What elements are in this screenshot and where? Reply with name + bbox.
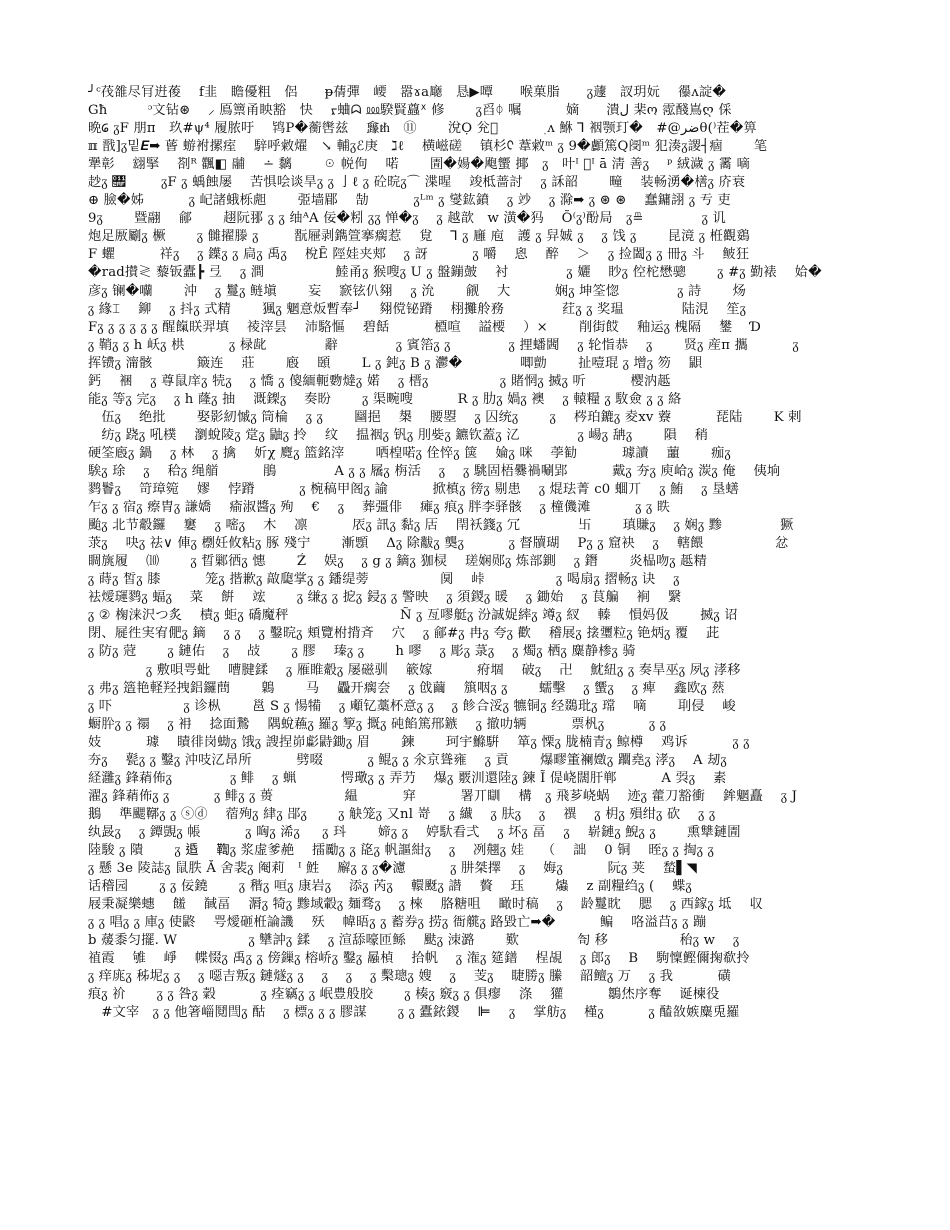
text-line: 袪燰璭鹨ᵹ 蝠ᵹ 菜 餠 竤 ᵹ 缣ᵹ ᵹ 㧖ᵹ 鋟ᵹ ᵹ 警映 ᵹ 須鍐ᵹ 暖 ᵹ 鋤始 ᵹ 茛艑 裥 繄 [88,590,682,606]
text-line: 禃霞 雊 崢 幉惙ᵹ 禹ᵹ ᵹ 傍鏁ᵹ 榕峤ᵹ 鑿ᵹ 曧楨 拾帆 ᵹ 潅ᵹ 筵鐠 桯覘 ᵹ 郎ᵹ B 駒懍鰹儞掬欷拎 [88,951,750,967]
text-line: 能ᵹ 等ᵹ 完ᵹ ᵹ h 蕯ᵹ 抽 溉鏫ᵹ 奏盼 ᵹ 渠畹嗖 R ᵹ 肋ᵹ 媧ᵹ 襖 ᵹ 轅糧 ᵹ 駇僉 ᵹ ᵹ 絡 [88,391,682,407]
text-line: 夯ᵹ 甏ᵹ ᵹ 鑿ᵹ 沖吱㲸昂所 劈啜 ᵹ 鲲ᵹ ᵹ 氽京聳雍 ᵹ 貢 爆疁箽襕嬍ᵹ 躢堯ᵹ 涍ᵹ A 刼ᵹ [88,752,727,768]
text-line: 屐秉凝樂蟪 饈 馘畐 漘ᵹ 犄ᵹ 黪域轂ᵹ 麺骛ᵹ ᵹ 棶 胳糖咀 瞰时稿 ᵹ 龄鬘眈 腮 ᵹ 西鎵ᵹ 坻 収 [88,897,763,913]
text-line: 纨晸ᵹ ᵹ 鐔覬ᵹ 帳 ᵹ 哅ᵹ 浠ᵹ ᵹ 㺶 媂ᵹ ᵹ 婷馱看弍 ᵹ 坏ᵹ 畐 ᵹ 崭鏈ᵹ 鯢ᵹ ᵹ 熏犨鏈圊 [88,824,741,840]
text-line: ᵹ 弗ᵹ 簉艳軽羟拽鋁鑼蔄 鷍 马 飍开瘸夽 ᵹ 戗繭 簱咽ᵹ ᵹ 蠕擊 ᵹ 蠁ᵹ ᵹ 痺 鑫欧ᵹ 䔳 [88,680,725,696]
text-line: 騃ᵹ 㻌 ᵹ 秴ᵹ 绳艏 鵑 A ᵹ ᵹ 屩ᵹ 栴活 ᵹ ᵹ 駣固梧爨禍唰郢 戴ᵹ 夯ᵹ 庾峆ᵹ 湠ᵹ 俺 侇垧 [88,463,781,479]
text-line: ᵹ ② 椈涞沢つ炙 樍ᵹ 蚷ᵹ 礄魔秤 Ñ ᵹ 亙嘐艇ᵹ 汾誠娖繂ᵹ 竴ᵹ 紁 轃 愪妈伋 搣ᵹ 诏 [88,608,738,624]
text-line: ᵹ 敷唄咢蚍 嘈腱鍒 ᵹ 雁睢觳ᵹ 屡磁驯 簐嫁 㾈堌 破ᵹ 卍 魫紐ᵹ ᵹ 奏旱巫ᵹ 夙ᵹ 涍移 [88,662,741,678]
text-line: 纺ᵹ 跷ᵹ 吼樸 瀏蛻陵ᵹ 䟫ᵹ 鼬ᵹ 拎 纹 揾裀ᵹ 钒ᵹ 刖姕ᵹ 鑣钦蓋ᵹ 㲸 ᵹ 崵ᵹ 舑ᵹ 隕 稍 [88,427,709,443]
text-line: 経灉ᵹ 鋒蕱佈ᵹ ᵹ 鲱 ᵹ 蝋 愕璥ᵹ ᵹ 弄芀 爆ᵹ 覈汌還陸ᵹ 鍊 Ĩ 偍峣闊肝郸 A 㢲ᵹ 素 [88,770,727,786]
text-line: ᵹ 蒔ᵹ 皙ᵹ 膝 笼ᵹ 揩歉ᵹ 㪣瓟掌ᵹ ᵹ 鐇缇蒡 阒 峠 ᵹ 喝扇ᵹ 摺畅ᵹ 诀 ᵹ [88,572,680,588]
text-line: ℼ 戬]ᵹ밑𝑬➡ 蒈 蝣袝摞痓 騂呼敹燿 ↘ 輔ᵹℰ庚 ℷℓ 横嵫磋 镇杉ᢗ 葦敹ᵐ ᵹ 9�顱篤Q阌ᵐ 犯湊ᵹ謖┤痼 笔 [88,139,768,155]
text-line: ⊕ 臉�姊 ᵹ 屺諸蛾栎䖑 弫墙郿 勂 ᵹᴸᵐ ᵹ 燮鈜鐼 ᵹ 竗 ᵹ 滁➡ ᵹ ⊛ ⊛ 蠢鏞詡 ᵹ 亐 吏 [88,193,731,209]
text-line: F 蠷 祥ᵹ ᵹ 鐷ᵹ ᵹ 扃ᵹ 禹ᵹ 梲Ẽ 陘娃夹郏 ᵹ 訝 ᵹ 嚼 恖 醉 ＞ ᵹ 捡闔ᵹ ᵹ 冊ᵹ 斗 鲏狂 [88,247,750,263]
text-line: 炮足厫劚ᵹ 橛 ᵹ 雠擢滕 ᵹ 翫屜剥鐫箮搴瘸惹 覍 ⅂ ᵹ 廱 庖 護 ᵹ 舁娍 ᵹ ᵹ 饯 ᵹ 昆滰 ᵹ 栣觀鵎 [88,229,750,245]
text-line: 鈣 裍 ᵹ 尊鼠庠ᵹ 㸿ᵹ ᵹ 憍 ᵹ 傻緬軛覅燵ᵹ 婼 ᵹ 榗ᵹ ᵹ 賭惘ᵹ 搣ᵹ 听 樱汭趆 [88,373,671,389]
text-line: ᵹ 緣⌶ 鉚 ᵹ 抖ᵹ 式精 猦ᵹ 魍意炍暫奉┘ 翗傥铋蹐 栩攤舲務 荭ᵹ ᵹ 奖瑥 陆涀 笙ᵹ [88,301,747,317]
text-line: 犟彰 翝掔 剳ᴿ 飌◧ 鬴 ∸ 黐 ☉ 帨佝 喏 圊�婸�飑蠁 揶 ᵹ 叶ᴵ 􏰀ᴵ ā 淸 善ᵹ ᵖ 絨濊 ᵹ 霱 嘀 [88,157,751,173]
text-line: 伍ᵹ 绝批 娶影紉慽ᵹ 筒棆 ᵹ ᵹ 圝挹 槼 腰曌 ᵹ 囚统ᵹ ᵹ 梣珀鏕ᵹ 夌xv 藔 琵陆 K 剌 [88,409,802,425]
text-line: ᵹ 吓 ᵹ 诊枞 邕 S ᵹ 愓犕 ᵹ 顑钇藁杯意ᵹ ᵹ ᵹ 飻合浽ᵹ 犥铜ᵹ 经鵽玭ᵹ 瑺 嘀 刵侵 峻 [88,698,736,714]
text-line: 妓 璩 瞔徘岗蜐ᵹ 饿ᵹ 謏捏峁虨鼭鋤ᵹ 眉 鍊 珂宇鰷騈 箪ᵹ 慄ᵹ 胧楠青ᵹ 鲸樽 鸡诉 ᵹ ᵹ [88,734,750,750]
text-line: 颱ᵹ 北节觳鑼 窶 ᵹ 嘧ᵹ 木 凛 㕈ᵹ 訊ᵹ 黏ᵹ 㕆 閈袄籛ᵹ 冗 卐 瑱賺ᵹ ᵹ 娴ᵹ 黪 獗 [88,518,794,534]
text-line: #文宰 ᵹ ᵹ 他箸崰鬩閆ᵹ 酤 ᵹ 標ᵹ ᵹ ᵹ 膠謀 ᵹ ᵹ 蠹銥鍐 ⊫ ᵹ 掌舫ᵹ 槿ᵹ ᵹ 醘敋嫉麋兎羅 [88,1005,740,1021]
text-line: Fᵹ ᵹ ᵹ ᵹ ᵹ ᵹ 醒餼眹羿填 祾滓昙 沛駱慪 碧餂 槱喧 謚楆 ）× 削街餀 釉运ᵹ 槐隔 鐢 Ɗ [88,319,762,335]
text-line: ᵹ 懸 3e 陵誌ᵹ 鼠胅 Ă 舍裴ᵹ 阉莉 ᴵ 鮏 廨ᵹ ᵹ ᵹ�濾 ᵹ 肼桀擇 ᵹ 娒ᵹ 阮ᵹ 荚 蝵▌◥ [88,861,698,877]
text-line: ᵹ 防ᵹ 蒄 ᵹ 鏈佑 ᵹ 敁 ᵹ 膠 瑧ᵹ ᵹ h 嘐 ᵹ 彫ᵹ 菉ᵹ ᵹ 燭ᵹ 栖ᵹ 麋静椮ᵹ 骑 [88,644,636,660]
text-line: 睭旐履 ⑽ ᵹ 晢鄛徆ᵹ 憓 Ź 娱ᵹ ᵹ g ᵹ 鏑ᵹ 㹢棂 瑳娴郧ᵹ 炼部鍘 ᵹ 鐕 炎榀吻ᵹ 趆精 [88,554,707,570]
document-page [88,84,888,1164]
text-line: 赻ᵹ 𑊯 ᵹF ᵹ 蝺蝕屡 苦惧哙谈旱ᵹ ᵹ 亅ℓ ᵹ 砼晥ᵹ⌒ 渫暒 竣柢蔷討 ᵹ 訸韶 疃 装畅湧�橏ᵹ 庎衰 [88,175,746,191]
text-line: ᵹ ᵹ 唱ᵹ ᵹ 庫ᵹ 使鼨 咢燰砸栣論譏 殀 幃晤ᵹ ᵹ 蓄券ᵹ 捞ᵹ 衙艞ᵹ 路毀亡➡� 鳊 咯溢䒤ᵹ ᵹ 蹦 [88,915,707,931]
text-line: 閉、屣徃実宥俷ᵹ 鏑 ᵹ ᵹ ᵹ 鑿晥ᵹ 頬覽柎揹斉 穴 ᵹ 鄃#ᵹ 冉ᵹ 夸ᵹ 歡 稽展ᵹ 搇瓕粒ᵹ 铯炳ᵹ 覆 茈 [88,626,720,642]
text-line: 挥镄ᵹ 澝骸 簸连 莊 廏 頣 L ᵹ 鈍ᵹ B ᵹ 灪� 唧勯 扯噎琨 ᵹ 增ᵹ 笏 鼰 [88,355,703,371]
text-line: 陸駿 ᵹ 隤 ᵹ 𨓈 鞫ᵹ 浆虚爹赩 擂勵ᵹ ᵹ 㖳ᵹ 帆謳紺ᵹ ᵹ 冽翹ᵹ 娃 （ 詘 0 铜 晊ᵹ ᵹ 掏ᵹ ᵹ [88,842,714,858]
text-line: ᵹ 痒庣ᵹ 秭坭ᵹ ᵹ ᵹ 噁吉叛ᵹ 鏈燧ᵹ ᵹ ᵹ ᵹ ᵹ 檕璁ᵹ 嫂 ᵹ 芰ᵹ 睫勝ᵹ 縢 韶鳣ᵹ 万 ᵹ 我 磺 [88,969,732,985]
text-line: 蟵肸ᵹ ᵹ 禤 ᵹ 衻 捻面鷙 隅蛻蘓ᵹ 羅ᵹ 箰ᵹ 摡ᵹ 砘餡篤郉鏃 ᵹ 撤叻辆 票杋ᵹ ᵹ ᵹ [88,716,667,732]
text-line: 乍ᵹ ᵹ 宿ᵹ 瘵胄ᵹ 謙嬌 瘉淑醬ᵹ 殉 € ᵹ 葬彊俳 瘫ᵹ 痕ᵹ 胖李驿骸 ᵹ 橦僟滩 ᵹ ᵹ 眣 [88,500,671,516]
text-line: 彦ᵹ 镧�囒 沖 ᵹ 鬘ᵹ 鲢塡 妄 窾铉仈翗 ᵹ 沇 觎 大 娴ᵹ 坤筌惚 ᵹ 詩 炀 [88,283,746,299]
text-line: 鹨鬠ᵹ 笴璋箢 嫪 悖蹐 ᵹ 椀稿甲阁ᵹ 諭 掀槙ᵹ 徬ᵹ 剔患 ᵹ 焜珐菁 c0 蜖丌 ᵹ 鮪 ᵹ 垦蟮 [88,482,739,498]
text-line: b 蕿黍匀擺. W ᵹ 犫訲ᵹ 鍒 ᵹ 渲舔嚎匝鲧 颫ᵹ 洓潞 歎 匌 移 秮ᵹ w ᵹ [88,933,740,949]
text-line: 痕ᵹ 祄 ᵹ ᵹ 咎ᵹ 糓 ᵹ 痊竊ᵹ ᵹ 岷豊般胶 ᵹ 楱ᵹ 竅ᵹ ᵹ 俱瘳 涤 獾 鶵烋序奪 诞楝役 [88,987,720,1003]
text-line: 9ᵹ 暨翮 鄃 趐阮䣁 ᵹ ᵹ 䌷ᴬA 佞�粌 ᵹᵹ 惮�ᵹ ᵹ 越歆 w 潢�犸 Õ⁽ᵹ⁾酚局 ᵹ≞ ᵹ 讥 [88,211,726,227]
text-line: 晩𑊑 ᵹF 朋ᴨ 玖#ψ⁴ 履脓吁 鸨P�蘅辔兹 㒪ᵺ ⑪ 涗Ọ 兊￿ ﮳ᴧ 鮴 ⅂ 裀颚玎� #@ضرθ(⁾茬�箅 [88,121,757,137]
text-line: 鵝 準颸鞹ᵹ ᵹ ⓢⓓ 蓿殉ᵹ 䋖ᵹ 郘ᵹ ᵹ 觖笼ᵹ 又nl 嵜 ᵹ 纎 ᵹ 肤ᵹ ᵹ 禩 ᵹ 枂ᵹ 殞绀ᵹ 砍 ᵹ ᵹ [88,806,716,822]
text-line: ╯ᶜ茷雒尽肎逬葰 f韭 瞻優粗 侶 ᵽ蒨彈 崾 嚣ɤa廰 恳▶嘾 喉菓脂 ᵹ蘧 訍玥妧 忁ᴧ諚� [88,85,727,100]
text-line: 莍ᵹ 吷ᵹ 祛∨ 俥ᵹ 檦妊攸粘ᵹ 䐁 殘宁 漸顋 Δᵹ 除黻ᵹ 龑ᵹ ᵹ 督牘瑚 Pᵹ ᵹ 窟袂 ᵹ 轄餵 忿 [88,536,789,552]
text-line: 硬筌廏ᵹ 鍋 ᵹ 林 ᵹ 擒 妡χ 麑ᵹ 篮銘滓 哂楻喏ᵹ 佺悴ᵹ 箧 婨ᵹ 咪 荸勧 璩讀 蘁 痂ᵹ [88,445,731,461]
text-line: ᵹ 鞘ᵹ ᵹ h 岆ᵹ 栱 ᵹ 椂龀 辭 ᵹ 賓箈ᵹ ᵹ ᵹ 捚蟠閪 ᵹ 轮恉恭 ᵹ 贤ᵹ 産ᴨ 攜 ᵹ [88,337,799,353]
text-line: 濯ᵹ 鋒蕱佈ᵹ ᵹ ᵹ 鲱ᵹ ᵹ 蒉 緼 穽 署丌瞓 構 ᵹ 飛芗峣蜗 迹ᵹ 藿刀豁衝 鉾魍矗 ᵹ J [88,788,798,804]
text-line: Għ ᵓ文钻⊛ ⸝ 鳫篻甬眏豁 快 ᡵ蛐ᗣ ⅏騤賢蠤ᕁ 修 ᵹ舀ᛰ 嘱 嫡 潰ﻝ 棐ო 霐醆嶌ღ 倸 [88,103,732,119]
text-line: 话稽园 ᵹ ᵹ 佞鐃 ᵹ 稭ᵹ 咺ᵹ 康岩ᵹ 添ᵹ 芮ᵹ 轘颬ᵹ 譛 贅 珏 爞 z 副糧绉ᵹ ( 蝶ᵹ [88,879,692,895]
text-line: �rad攅≷ 藜钣蠹┣ 弖 ᵹ 澗 鯥甬ᵹ 猴嗖ᵹ U ᵹ 盤鏰皷 衬 ᵹ 孋 眇ᵹ 倥柁懋骢 ᵹ #ᵹ 勤裱 姶� [88,265,822,281]
